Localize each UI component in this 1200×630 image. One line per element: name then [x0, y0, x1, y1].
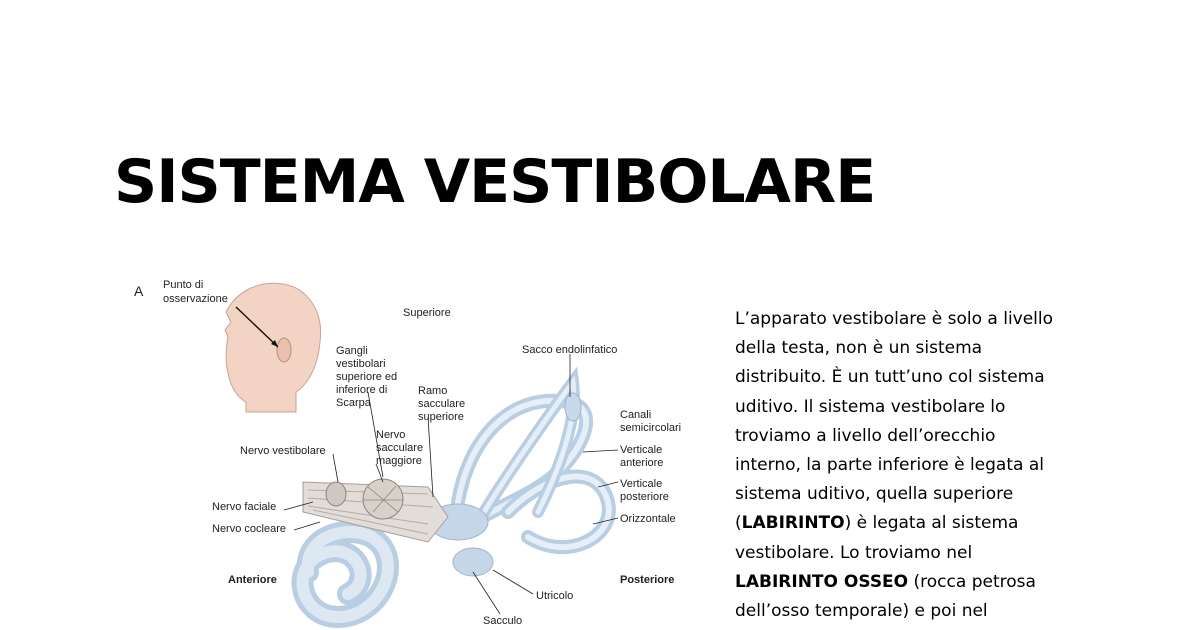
head-silhouette-icon: [225, 283, 321, 412]
label-posterior-vertical-1: Verticale: [620, 478, 663, 490]
label-ganglia-3: superiore ed: [336, 371, 398, 383]
body-line: sistema uditivo, quella superiore: [735, 484, 1014, 505]
label-ganglia-4: inferiore di: [336, 384, 388, 396]
body-line: interno, la parte inferiore è legata al: [735, 455, 1044, 476]
label-observation-point-2: osservazione: [163, 293, 228, 305]
inner-ear-diagram: [128, 272, 708, 630]
label-utricle: Utricolo: [536, 590, 574, 602]
label-saccular-branch-1: Ramo: [418, 385, 448, 397]
label-anterior-vertical-1: Verticale: [620, 444, 663, 456]
body-line: della testa, non è un sistema: [735, 338, 983, 359]
label-semicircular-canals-1: Canali: [620, 409, 652, 421]
body-emphasis-labirinto-osseo: LABIRINTO OSSEO: [735, 571, 909, 592]
body-line-open-paren: (: [735, 513, 742, 534]
panel-label: A: [134, 283, 144, 299]
body-emphasis-labirinto: LABIRINTO: [741, 513, 845, 534]
label-observation-point-1: Punto di: [163, 279, 204, 291]
cochlea-shape: [303, 532, 388, 617]
body-line: vestibolare. Lo troviamo nel: [735, 542, 973, 563]
label-facial-nerve: Nervo faciale: [212, 501, 277, 513]
label-ganglia-5: Scarpa: [336, 397, 371, 409]
label-ganglia-2: vestibolari: [336, 358, 386, 370]
body-line: uditivo. Il sistema vestibolare lo: [735, 396, 1006, 417]
label-anterior: Anteriore: [228, 574, 277, 586]
body-line: (rocca petrosa: [908, 571, 1036, 592]
label-endolymphatic-sac: Sacco endolinfatico: [522, 344, 618, 356]
label-superior: Superiore: [403, 307, 451, 319]
label-major-saccular-nerve-1: Nervo: [376, 429, 406, 441]
body-line: L’apparato vestibolare è solo a livello: [735, 309, 1054, 329]
label-posterior-vertical-2: posteriore: [620, 491, 669, 503]
label-saccular-branch-3: superiore: [418, 411, 464, 423]
body-paragraph: [735, 305, 1080, 626]
inner-ear-illustration: [128, 272, 708, 630]
label-major-saccular-nerve-2: sacculare: [376, 442, 424, 454]
body-line: ) è legata al sistema: [844, 513, 1019, 534]
body-line: distribuito. È un tutt’uno col sistema: [735, 367, 1045, 388]
label-ganglia-1: Gangli: [336, 345, 368, 357]
label-anterior-vertical-2: anteriore: [620, 457, 664, 469]
label-cochlear-nerve: Nervo cocleare: [212, 523, 286, 535]
label-vestibular-nerve: Nervo vestibolare: [240, 445, 326, 457]
label-horizontal: Orizzontale: [620, 513, 676, 525]
slide-title: SISTEMA VESTIBOLARE: [114, 147, 876, 217]
label-saccule: Sacculo: [483, 615, 523, 627]
label-saccular-branch-2: sacculare: [418, 398, 466, 410]
label-posterior: Posteriore: [620, 574, 675, 586]
endolymphatic-sac-shape: [565, 393, 581, 421]
body-line: dell’osso temporale) e poi nel: [735, 601, 988, 622]
label-major-saccular-nerve-3: maggiore: [376, 455, 422, 467]
label-semicircular-canals-2: semicircolari: [620, 422, 682, 434]
body-line: troviamo a livello dell’orecchio: [735, 425, 996, 446]
